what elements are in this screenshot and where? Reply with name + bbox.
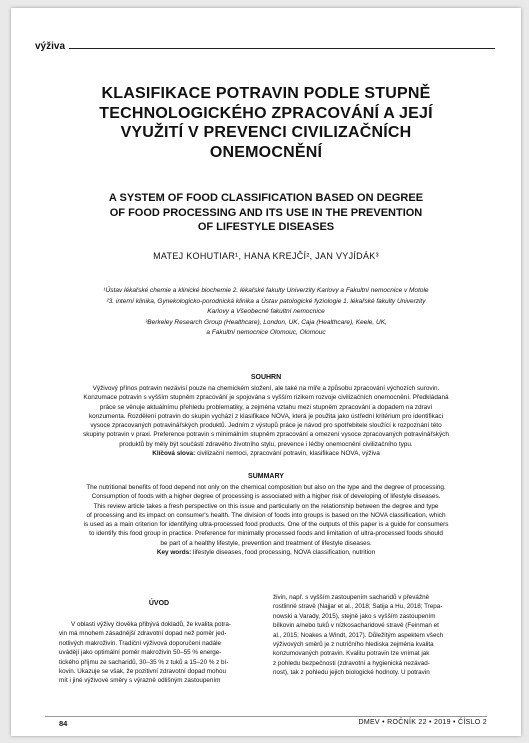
title-line: KLASIFIKACE POTRAVIN PODLE STUPNĚ bbox=[101, 85, 431, 102]
journal-info: DMEV • ROČNÍK 22 • 2019 • ČÍSLO 2 bbox=[358, 719, 487, 726]
page-number: 84 bbox=[59, 719, 68, 728]
body-line: kovin. Ukazuje se však, že pozitivní zdravotní dopad mohou bbox=[59, 668, 226, 676]
souhrn-text bbox=[45, 384, 487, 458]
intro-heading: ÚVOD bbox=[148, 600, 170, 607]
article-page bbox=[11, 8, 521, 736]
abstract-line: be part of a healthy lifestyle, prevention and treatment of lifestyle diseases. bbox=[160, 539, 372, 547]
subtitle-line: OF FOOD PROCESSING AND ITS USE IN THE PREVENTION bbox=[109, 206, 423, 219]
title-line: TECHNOLOGICKÉHO ZPRACOVÁNÍ A JEJÍ bbox=[99, 104, 433, 122]
title-line: VYUŽITÍ V PREVENCI CIVILIZAČNÍCH bbox=[120, 124, 412, 141]
affiliation-line: a Fakultní nemocnice Olomouc, Olomouc bbox=[206, 329, 326, 336]
summary-text bbox=[45, 483, 487, 557]
keywords-en bbox=[45, 548, 487, 557]
body-line: bílkovin a/nebo tuků v nízkosacharidové stravě (Feinman et bbox=[273, 622, 439, 630]
body-line: nost), tak z pohledu jejich biologické hodnoty. U potravin bbox=[273, 669, 430, 677]
abstract-line: is used as a main criterion for identifying ultra-processed food products. One of the outputs of this paper is a guide for consumers bbox=[83, 521, 449, 529]
keywords-label: Key words: bbox=[156, 549, 192, 557]
subtitle-line: A SYSTEM OF FOOD CLASSIFICATION BASED ON DEGREE bbox=[108, 192, 424, 204]
authors: MATEJ KOHUTIAR¹, HANA KREJČÍ², JAN VYJÍDÁK³ bbox=[153, 251, 379, 261]
abstract-line: Výživový přínos potravin nezávisí pouze na chemickém složení, ale také na míře a způsobu zpracování výchozích surovin. bbox=[92, 385, 440, 392]
body-column-right bbox=[273, 593, 477, 678]
body-line: rostlinné stravě (Najjar et al., 2018; Satija a Hu, 2018; Trepa- bbox=[273, 603, 443, 611]
abstract-line: to identify this food group in practice. Preference for minimally processed foods and limitation of ultra-processed foods should bbox=[89, 530, 443, 538]
body-line: výživových směrů je z nutričního hlediska zejména kvalita bbox=[273, 641, 434, 649]
body-line: nowski a Varady, 2015), stejně jako s vyšším zastoupením bbox=[273, 612, 436, 620]
affiliation-line: ²3. interní klinika, Gynekologicko-porodnická klinika a Ústav patologické fyziologie 1. lékařské fakulty Univerzity bbox=[106, 297, 426, 305]
body-line: notlivých makroživin. Tradiční výživová doporučení nadále bbox=[59, 639, 222, 647]
abstract-line: skupiny potravin v praxi. Preference potravin s minimálním stupněm zpracování a omezení vysoce zpracovaných potravinářských bbox=[83, 431, 449, 439]
body-line: vin má mnohem zásadnější zdravotní dopad než poměr jed- bbox=[59, 630, 227, 638]
keywords-cz bbox=[45, 449, 487, 458]
body-column-left bbox=[59, 620, 259, 686]
body-line: V oblasti výživy člověka přibývá dokladů, že kvalita potra- bbox=[71, 621, 231, 628]
souhrn-heading: SOUHRN bbox=[250, 374, 282, 381]
english-title bbox=[55, 191, 477, 235]
abstract-line: Consumption of foods with a higher degree of processing is associated with a higher risk of developing of lifestyle diseases. bbox=[91, 493, 441, 501]
body-line: konzumovaných potravin. Kvalitu potravin lze vnímat jak bbox=[273, 650, 430, 658]
footer-rule bbox=[45, 716, 487, 717]
affiliations bbox=[71, 286, 461, 339]
subtitle-line: OF LIFESTYLE DISEASES bbox=[197, 221, 335, 233]
abstract-line: produktů by měly být součástí zdravého životního stylu, prevence i léčby onemocnění civilizačního typu. bbox=[119, 440, 413, 448]
abstract-line: Konzumace potravin s vyšším stupněm zpracování je spojována s vyšším rizikem rozvoje civilizačních onemocnění. Předkládaná bbox=[83, 394, 449, 402]
keywords-text: lifestyle diseases, food processing, NOVA classification, nutrition bbox=[191, 549, 376, 557]
affiliation-line: ¹Ústav lékařské chemie a klinické biochemie 2. lékařské fakulty Univerzity Karlovy a Fakultní nemocnice v Motole bbox=[103, 287, 429, 294]
abstract-line: konzumenta. Rozdělení potravin do skupin vychází z klasifikace NOVA, která je použita jako ústřední kritérium pro identifikaci bbox=[88, 412, 444, 420]
body-line: mít i jiné výživové směry s výrazně odlišným zastoupením bbox=[59, 677, 221, 685]
section-rule bbox=[35, 48, 495, 49]
affiliation-line: Karlovy a Všeobecné fakultní nemocnice bbox=[207, 308, 325, 315]
body-line: živin, např. s vyšším zastoupením sacharidů v převážně bbox=[273, 594, 430, 601]
body-line: z pohledu bezpečnosti (zdravotní a hygienická nezávad- bbox=[273, 659, 430, 667]
title-line: ONEMOCNĚNÍ bbox=[209, 143, 323, 161]
abstract-line: vysoce zpracovaných potravinářských produktů. Jedním z výstupů práce je návod pro spotřebitele sloužící k rozpoznání této bbox=[90, 422, 442, 430]
abstract-line: práce se věnuje aktuálnímu přehledu problematiky, a zejména vztahu mezi stupněm zpracování a dopadem na zdraví bbox=[99, 403, 433, 411]
keywords-text: civilizační nemoci, zpracování potravin, klasifikace NOVA, výživa bbox=[195, 450, 380, 458]
article-title bbox=[45, 84, 487, 162]
section-label: výživa bbox=[35, 41, 69, 52]
body-line: al., 2015; Noakes a Windt, 2017). Důležitým aspektem všech bbox=[273, 631, 444, 639]
affiliation-line: ³Berkeley Research Group (Healthcare), London, UK, Caja (Healthcare), Keele, UK, bbox=[145, 318, 387, 326]
keywords-label: Klíčová slova: bbox=[152, 450, 196, 458]
summary-heading: SUMMARY bbox=[248, 473, 284, 480]
abstract-line: This review article takes a fresh perspective on this issue and particularly on the relationship between the degree and type bbox=[93, 502, 439, 510]
body-line: uvádějí jako optimální poměr makroživin 50–55 % energe- bbox=[59, 649, 222, 657]
abstract-line: of processing and its impact on consumer's health. The division of foods into groups is based on the NOVA classification, which bbox=[86, 511, 446, 519]
body-line: tického příjmu ze sacharidů, 30–35 % z tuků a 15–20 % z bí- bbox=[59, 658, 229, 666]
abstract-line: The nutritional benefits of food depend not only on the chemical composition but also on the type and the degree of processing. bbox=[86, 484, 446, 491]
